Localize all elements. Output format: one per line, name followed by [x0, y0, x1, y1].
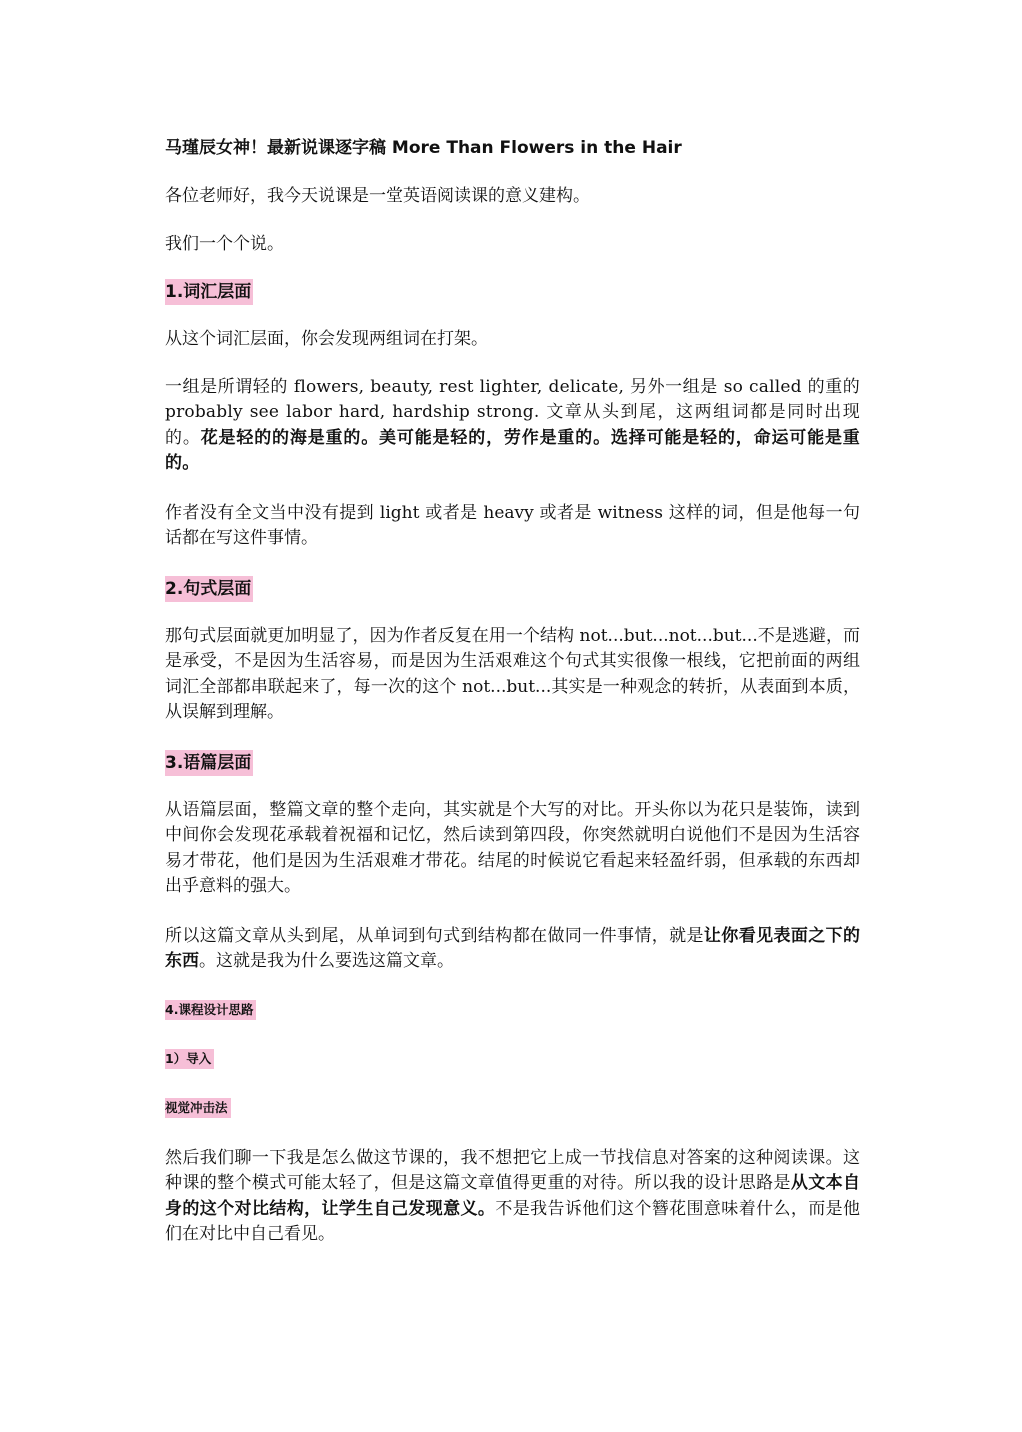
design-bold-text: 从文本自身的这个对比结构，让学生自己发现意义。 [165, 1173, 861, 1219]
design-paragraph [165, 1146, 860, 1248]
summary-text-2: 。这就是我为什么要选这篇文章。 [199, 951, 454, 971]
summary-bold-text: 让你看见表面之下的东西 [165, 925, 860, 971]
discourse-paragraph: 从语篇层面，整篇文章的整个走向，其实就是个大写的对比。开头你以为花只是装饰，读到中间你会发现花承载着祝福和记忆，然后读到第四段，你突然就明白说他们不是因为生活容易才带花，他们是因为生活艰难才带花。结尾的时候说它看起来轻盈纤弱，但承载的东西却出乎意料的强大。 [165, 799, 860, 896]
subheading-visual-impact-wrap [165, 1097, 860, 1118]
intro-paragraph: 各位老师好，我今天说课是一堂英语阅读课的意义建构。 [165, 186, 590, 206]
vocabulary-paragraph-2-bold: 花是轻的的海是重的。美可能是轻的，劳作是重的。选择可能是轻的，命运可能是重的。 [165, 427, 861, 473]
summary-text-1: 所以这篇文章从头到尾，从单词到句式到结构都在做同一件事情，就是 [165, 925, 704, 946]
summary-paragraph [165, 924, 860, 975]
design-text-1: 然后我们聊一下我是怎么做这节课的，我不想把它上成一节找信息对答案的这种阅读课。这种课的整个模式可能太轻了，但是这篇文章值得更重的对待。所以我的设计思路是 [165, 1147, 860, 1193]
subheading-introduction-wrap [165, 1048, 860, 1069]
vocabulary-paragraph-2 [165, 375, 860, 477]
syntax-paragraph: 那句式层面就更加明显了，因为作者反复在用一个结构 not...but...not...but...不是逃避，而是承受，不是因为生活容易，而是因为生活艰难这个句式其实很像一根线，它把前面的两组词汇全部都串联起来了，每一次的这个 not...but...其实是一种观念的转折，从表面到本质，从误解到理解。 [165, 625, 860, 722]
section-heading-syntax: 2.句式层面 [165, 576, 253, 602]
one-by-one-paragraph: 我们一个个说。 [165, 233, 284, 254]
document-title: 马瑾辰女神！最新说课逐字稿 More Than Flowers in the Hair [165, 138, 682, 158]
section-heading-syntax-wrap [165, 576, 860, 602]
vocabulary-paragraph-3: 作者没有全文当中没有提到 light 或者是 heavy 或者是 witness 这样的词，但是他每一句话都在写这件事情。 [165, 502, 860, 548]
vocabulary-paragraph-1: 从这个词汇层面，你会发现两组词在打架。 [165, 329, 488, 349]
section-heading-vocabulary: 1.词汇层面 [165, 279, 253, 305]
subheading-visual-impact: 视觉冲击法 [165, 1098, 231, 1118]
subheading-introduction: 1）导入 [165, 1049, 214, 1069]
section-heading-discourse-wrap [165, 750, 860, 776]
section-heading-course-design-wrap [165, 999, 860, 1020]
section-heading-discourse: 3.语篇层面 [165, 750, 253, 776]
section-heading-vocabulary-wrap [165, 279, 860, 305]
vocabulary-paragraph-2-text: 一组是所谓轻的 flowers, beauty, rest lighter, delicate, 另外一组是 so called 的重的 probably see labor hard, hardship strong. 文章从头到尾，这两组词都是同时出现的。 [165, 376, 860, 448]
document-page [165, 134, 860, 1272]
section-heading-course-design: 4.课程设计思路 [165, 1000, 256, 1020]
design-text-2: 不是我告诉他们这个簪花围意味着什么，而是他们在对比中自己看见。 [165, 1198, 861, 1244]
